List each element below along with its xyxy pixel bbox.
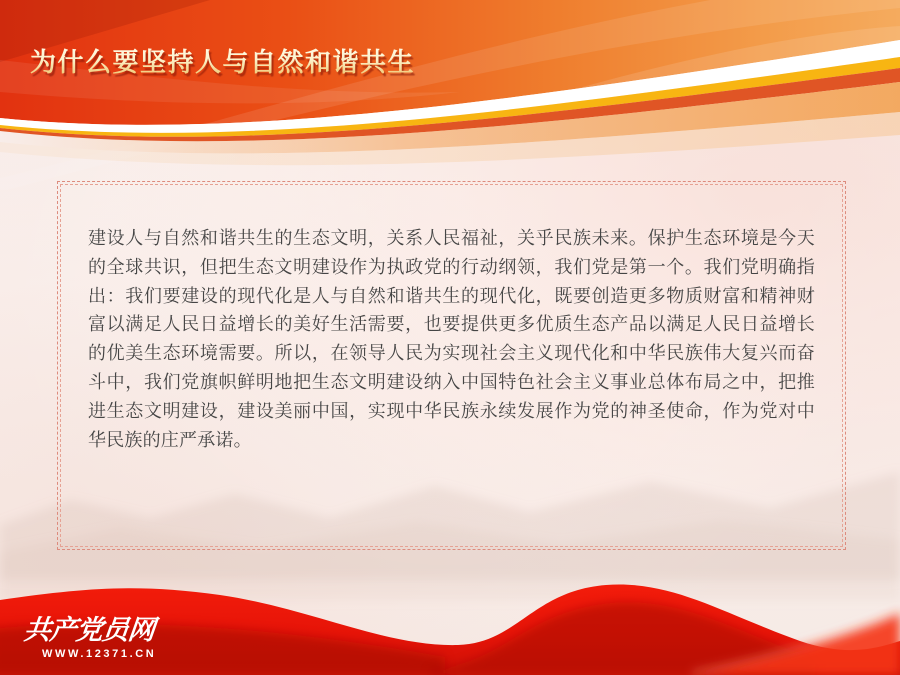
watermark-site-url: WWW.12371.CN [42, 648, 157, 660]
body-text: 建设人与自然和谐共生的生态文明，关系人民福祉，关乎民族未来。保护生态环境是今天的全球共识，但把生态文明建设作为执政党的行动纲领，我们党是第一个。我们党明确指出：我们要建设的现代化是人与自然和谐共生的现代化，既要创造更多物质财富和精神财富以满足人民日益增长的美好生活需要，也要提供更多优质生态产品以满足人民日益增长的优美生态环境需要。所以，在领导人民为实现社会主义现代化和中华民族伟大复兴而奋斗中，我们党旗帜鲜明地把生态文明建设纳入中国特色社会主义事业总体布局之中，把推进生态文明建设，建设美丽中国，实现中华民族永续发展作为党的神圣使命，作为党对中华民族的庄严承诺。 [88, 228, 815, 450]
content-box [57, 181, 846, 550]
header-ribbon-banner [0, 0, 900, 190]
watermark [24, 614, 156, 660]
slide-title: 为什么要坚持人与自然和谐共生 [30, 42, 415, 79]
watermark-site-name: 共产党员网 [22, 615, 156, 645]
